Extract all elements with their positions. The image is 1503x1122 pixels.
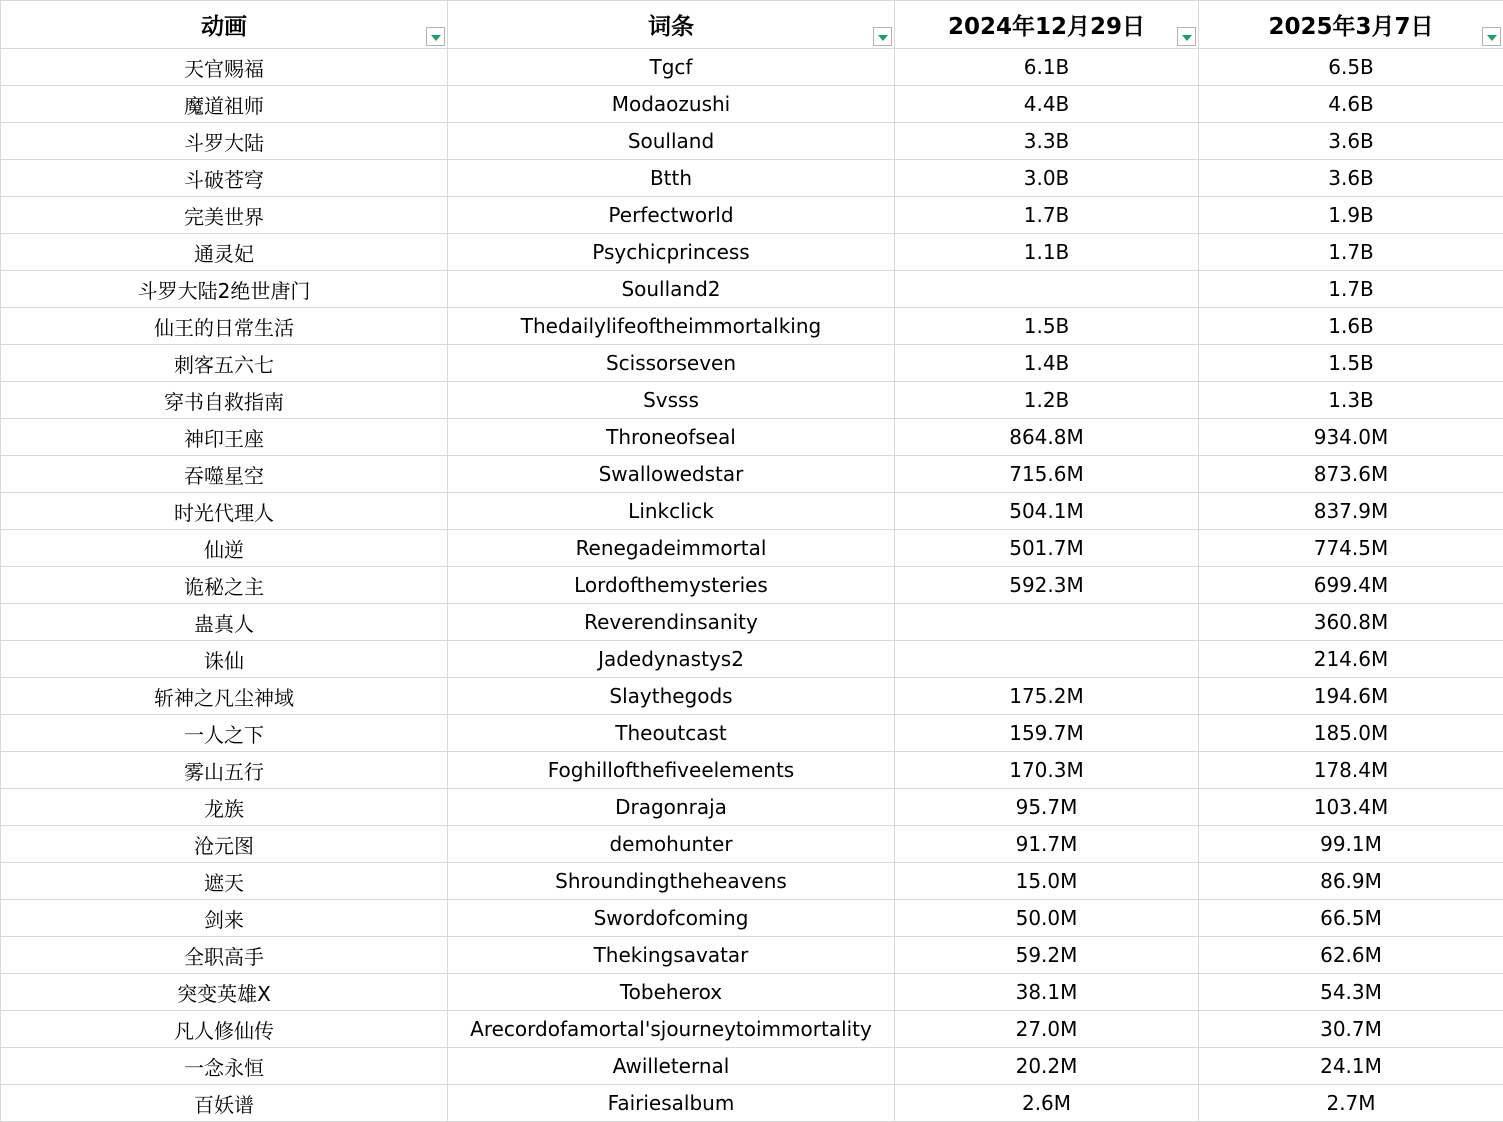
cell-value-2025-03-07[interactable]: 214.6M — [1199, 641, 1503, 678]
cell-anime[interactable]: 凡人修仙传 — [1, 1011, 448, 1048]
cell-anime[interactable]: 一念永恒 — [1, 1048, 448, 1085]
cell-value-2024-12-29[interactable]: 91.7M — [895, 826, 1199, 863]
cell-value-2024-12-29[interactable]: 3.3B — [895, 123, 1199, 160]
cell-value-2025-03-07[interactable]: 360.8M — [1199, 604, 1503, 641]
cell-value-2024-12-29[interactable]: 501.7M — [895, 530, 1199, 567]
table-row — [1, 160, 1503, 197]
cell-term[interactable]: Soulland2 — [448, 271, 895, 308]
table-row — [1, 974, 1503, 1011]
cell-term[interactable]: Tgcf — [448, 49, 895, 86]
table-row — [1, 1011, 1503, 1048]
column-header-date-1[interactable] — [895, 1, 1199, 49]
cell-anime[interactable]: 诡秘之主 — [1, 567, 448, 604]
cell-value-2024-12-29[interactable]: 504.1M — [895, 493, 1199, 530]
cell-value-2025-03-07[interactable]: 185.0M — [1199, 715, 1503, 752]
cell-value-2025-03-07[interactable]: 3.6B — [1199, 123, 1503, 160]
cell-term[interactable]: Thedailylifeoftheimmortalking — [448, 308, 895, 345]
cell-value-2024-12-29[interactable]: 50.0M — [895, 900, 1199, 937]
table-row — [1, 197, 1503, 234]
table-row — [1, 863, 1503, 900]
cell-term[interactable]: Jadedynastys2 — [448, 641, 895, 678]
cell-anime[interactable]: 全职高手 — [1, 937, 448, 974]
cell-value-2024-12-29[interactable]: 2.6M — [895, 1085, 1199, 1122]
cell-value-2024-12-29[interactable]: 95.7M — [895, 789, 1199, 826]
cell-value-2025-03-07[interactable]: 837.9M — [1199, 493, 1503, 530]
cell-value-2024-12-29[interactable] — [895, 641, 1199, 678]
column-header-anime[interactable] — [1, 1, 448, 49]
cell-anime[interactable]: 神印王座 — [1, 419, 448, 456]
table-row — [1, 86, 1503, 123]
cell-anime[interactable]: 诛仙 — [1, 641, 448, 678]
cell-anime[interactable]: 仙王的日常生活 — [1, 308, 448, 345]
table-row — [1, 345, 1503, 382]
cell-anime[interactable]: 剑来 — [1, 900, 448, 937]
filter-dropdown-icon[interactable] — [873, 27, 892, 46]
cell-value-2025-03-07[interactable]: 1.9B — [1199, 197, 1503, 234]
cell-value-2025-03-07[interactable]: 30.7M — [1199, 1011, 1503, 1048]
cell-term[interactable]: Swordofcoming — [448, 900, 895, 937]
column-header-label: 2024年12月29日 — [947, 14, 1146, 40]
cell-term[interactable]: Modaozushi — [448, 86, 895, 123]
cell-term[interactable]: Scissorseven — [448, 345, 895, 382]
table-row — [1, 826, 1503, 863]
cell-value-2025-03-07[interactable]: 1.3B — [1199, 382, 1503, 419]
cell-value-2024-12-29[interactable]: 4.4B — [895, 86, 1199, 123]
table-row — [1, 456, 1503, 493]
cell-value-2024-12-29[interactable]: 1.1B — [895, 234, 1199, 271]
table-row — [1, 308, 1503, 345]
cell-value-2025-03-07[interactable]: 99.1M — [1199, 826, 1503, 863]
cell-anime[interactable]: 沧元图 — [1, 826, 448, 863]
table-body — [1, 49, 1503, 1122]
cell-value-2024-12-29[interactable]: 6.1B — [895, 49, 1199, 86]
cell-anime[interactable]: 蛊真人 — [1, 604, 448, 641]
cell-term[interactable]: Swallowedstar — [448, 456, 895, 493]
cell-value-2025-03-07[interactable]: 873.6M — [1199, 456, 1503, 493]
cell-anime[interactable]: 龙族 — [1, 789, 448, 826]
cell-value-2025-03-07[interactable]: 4.6B — [1199, 86, 1503, 123]
cell-value-2024-12-29[interactable]: 38.1M — [895, 974, 1199, 1011]
cell-term[interactable]: Thekingsavatar — [448, 937, 895, 974]
cell-anime[interactable]: 突变英雄X — [1, 974, 448, 1011]
cell-value-2025-03-07[interactable]: 1.7B — [1199, 234, 1503, 271]
table-row — [1, 937, 1503, 974]
cell-term[interactable]: Theoutcast — [448, 715, 895, 752]
table-row — [1, 530, 1503, 567]
cell-term[interactable]: Slaythegods — [448, 678, 895, 715]
column-header-label: 动画 — [201, 14, 247, 40]
header-row — [1, 1, 1503, 49]
table-row — [1, 567, 1503, 604]
cell-anime[interactable]: 雾山五行 — [1, 752, 448, 789]
cell-value-2024-12-29[interactable]: 864.8M — [895, 419, 1199, 456]
cell-anime[interactable]: 斗破苍穹 — [1, 160, 448, 197]
cell-value-2025-03-07[interactable]: 774.5M — [1199, 530, 1503, 567]
cell-value-2024-12-29[interactable]: 1.7B — [895, 197, 1199, 234]
cell-term[interactable]: demohunter — [448, 826, 895, 863]
cell-value-2025-03-07[interactable]: 2.7M — [1199, 1085, 1503, 1122]
cell-value-2025-03-07[interactable]: 24.1M — [1199, 1048, 1503, 1085]
cell-value-2024-12-29[interactable]: 592.3M — [895, 567, 1199, 604]
cell-value-2025-03-07[interactable]: 54.3M — [1199, 974, 1503, 1011]
cell-value-2025-03-07[interactable]: 6.5B — [1199, 49, 1503, 86]
cell-anime[interactable]: 魔道祖师 — [1, 86, 448, 123]
cell-value-2025-03-07[interactable]: 62.6M — [1199, 937, 1503, 974]
cell-value-2024-12-29[interactable] — [895, 271, 1199, 308]
cell-anime[interactable]: 时光代理人 — [1, 493, 448, 530]
cell-value-2024-12-29[interactable]: 715.6M — [895, 456, 1199, 493]
cell-term[interactable]: Shroundingtheheavens — [448, 863, 895, 900]
cell-value-2024-12-29[interactable]: 1.5B — [895, 308, 1199, 345]
table-row — [1, 1048, 1503, 1085]
table-row — [1, 123, 1503, 160]
cell-value-2025-03-07[interactable]: 66.5M — [1199, 900, 1503, 937]
cell-term[interactable]: Psychicprincess — [448, 234, 895, 271]
table-row — [1, 789, 1503, 826]
cell-anime[interactable]: 穿书自救指南 — [1, 382, 448, 419]
cell-term[interactable]: Soulland — [448, 123, 895, 160]
cell-term[interactable]: Fairiesalbum — [448, 1085, 895, 1122]
cell-anime[interactable]: 斩神之凡尘神域 — [1, 678, 448, 715]
cell-value-2024-12-29[interactable]: 170.3M — [895, 752, 1199, 789]
cell-term[interactable]: Awilleternal — [448, 1048, 895, 1085]
cell-anime[interactable]: 百妖谱 — [1, 1085, 448, 1122]
column-header-date-2[interactable] — [1199, 1, 1503, 49]
cell-value-2025-03-07[interactable]: 103.4M — [1199, 789, 1503, 826]
cell-anime[interactable]: 仙逆 — [1, 530, 448, 567]
cell-anime[interactable]: 刺客五六七 — [1, 345, 448, 382]
filter-dropdown-icon[interactable] — [1482, 27, 1501, 46]
table-row — [1, 678, 1503, 715]
filter-dropdown-icon[interactable] — [426, 27, 445, 46]
table-row — [1, 752, 1503, 789]
filter-dropdown-icon[interactable] — [1177, 27, 1196, 46]
cell-anime[interactable]: 完美世界 — [1, 197, 448, 234]
table-row — [1, 1085, 1503, 1122]
column-header-label: 词条 — [648, 14, 694, 40]
cell-value-2025-03-07[interactable]: 934.0M — [1199, 419, 1503, 456]
cell-term[interactable]: Reverendinsanity — [448, 604, 895, 641]
table-row — [1, 641, 1503, 678]
cell-anime[interactable]: 一人之下 — [1, 715, 448, 752]
cell-term[interactable]: Lordofthemysteries — [448, 567, 895, 604]
cell-term[interactable]: Svsss — [448, 382, 895, 419]
cell-term[interactable]: Dragonraja — [448, 789, 895, 826]
cell-value-2024-12-29[interactable]: 3.0B — [895, 160, 1199, 197]
cell-anime[interactable]: 通灵妃 — [1, 234, 448, 271]
cell-value-2025-03-07[interactable]: 194.6M — [1199, 678, 1503, 715]
cell-value-2025-03-07[interactable]: 1.6B — [1199, 308, 1503, 345]
cell-value-2025-03-07[interactable]: 3.6B — [1199, 160, 1503, 197]
cell-value-2025-03-07[interactable]: 699.4M — [1199, 567, 1503, 604]
cell-value-2025-03-07[interactable]: 1.5B — [1199, 345, 1503, 382]
table-row — [1, 493, 1503, 530]
table-row — [1, 419, 1503, 456]
cell-anime[interactable]: 天官赐福 — [1, 49, 448, 86]
cell-value-2024-12-29[interactable]: 175.2M — [895, 678, 1199, 715]
cell-value-2024-12-29[interactable]: 27.0M — [895, 1011, 1199, 1048]
cell-anime[interactable]: 遮天 — [1, 863, 448, 900]
table-row — [1, 49, 1503, 86]
table-row — [1, 715, 1503, 752]
cell-anime[interactable]: 斗罗大陆 — [1, 123, 448, 160]
cell-term[interactable]: Arecordofamortal'sjourneytoimmortality — [448, 1011, 895, 1048]
cell-term[interactable]: Throneofseal — [448, 419, 895, 456]
cell-term[interactable]: Tobeherox — [448, 974, 895, 1011]
cell-term[interactable]: Btth — [448, 160, 895, 197]
cell-term[interactable]: Perfectworld — [448, 197, 895, 234]
column-header-term[interactable] — [448, 1, 895, 49]
cell-value-2024-12-29[interactable]: 1.2B — [895, 382, 1199, 419]
cell-term[interactable]: Linkclick — [448, 493, 895, 530]
cell-value-2024-12-29[interactable]: 159.7M — [895, 715, 1199, 752]
cell-value-2024-12-29[interactable]: 59.2M — [895, 937, 1199, 974]
table-row — [1, 234, 1503, 271]
cell-anime[interactable]: 吞噬星空 — [1, 456, 448, 493]
table-row — [1, 382, 1503, 419]
cell-value-2025-03-07[interactable]: 86.9M — [1199, 863, 1503, 900]
cell-anime[interactable]: 斗罗大陆2绝世唐门 — [1, 271, 448, 308]
cell-value-2025-03-07[interactable]: 178.4M — [1199, 752, 1503, 789]
cell-term[interactable]: Renegadeimmortal — [448, 530, 895, 567]
cell-term[interactable]: Foghillofthefiveelements — [448, 752, 895, 789]
cell-value-2025-03-07[interactable]: 1.7B — [1199, 271, 1503, 308]
column-header-label: 2025年3月7日 — [1268, 14, 1434, 40]
cell-value-2024-12-29[interactable]: 20.2M — [895, 1048, 1199, 1085]
table-row — [1, 900, 1503, 937]
table-row — [1, 604, 1503, 641]
cell-value-2024-12-29[interactable]: 1.4B — [895, 345, 1199, 382]
cell-value-2024-12-29[interactable] — [895, 604, 1199, 641]
table-row — [1, 271, 1503, 308]
cell-value-2024-12-29[interactable]: 15.0M — [895, 863, 1199, 900]
